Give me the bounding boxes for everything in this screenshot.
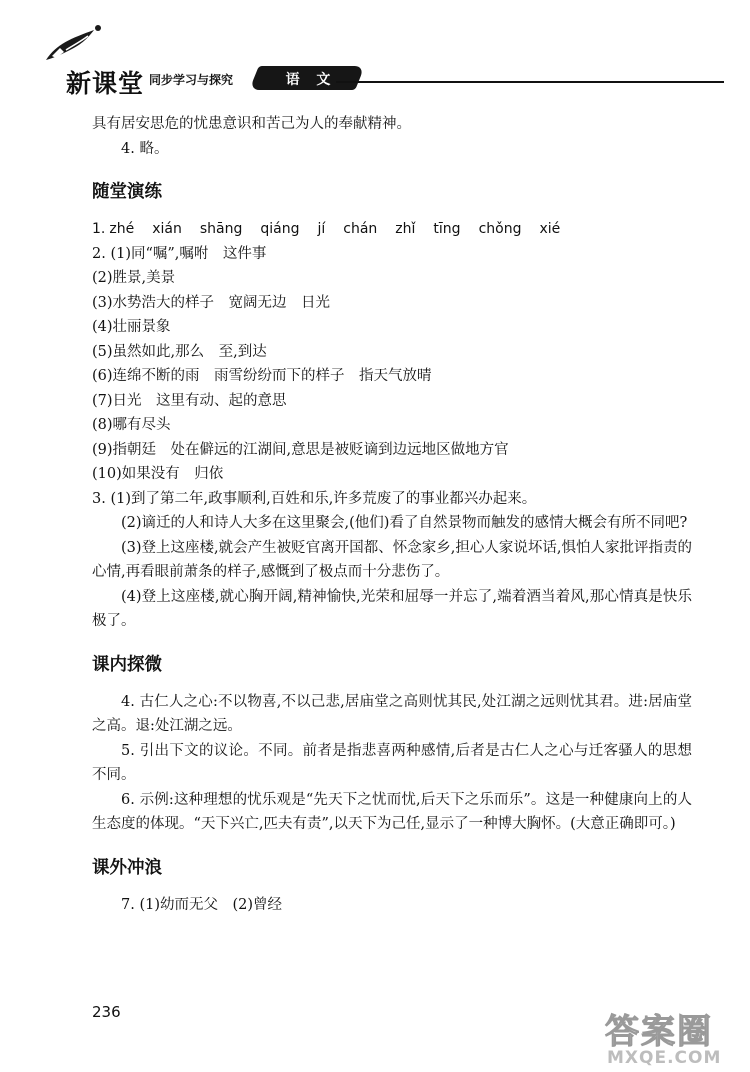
pinyin-item: chán	[343, 221, 378, 237]
series-subtitle: 同步学习与探究	[149, 73, 234, 87]
answer-paragraph: 4. 古仁人之心:不以物喜,不以己悲,居庙堂之高则忧其民,处江湖之远则忧其君。进:居庙堂之高。退:处江湖之远。	[92, 693, 692, 734]
answer-line: 2. (1)同“嘱”,嘱咐 这件事	[92, 245, 267, 262]
subject-label: 语 文	[285, 72, 337, 88]
answer-paragraph: 6. 示例:这种理想的忧乐观是“先天下之忧而忧,后天下之乐而乐”。这是一种健康向上的人生态度的体现。“天下兴亡,匹夫有责”,以天下为己任,显示了一种博大胸怀。(大意正确即可。)	[92, 791, 692, 832]
answer-line: (4)壮丽景象	[92, 319, 171, 335]
answer-content	[92, 112, 692, 917]
pinyin-item: xié	[539, 221, 561, 237]
answer-paragraph: (2)谪迁的人和诗人大多在这里聚会,(他们)看了自然景物而触发的感情大概会有所不同吧?	[121, 515, 688, 531]
pinyin-item: tīng	[433, 221, 461, 237]
pinyin-item: zhǐ	[395, 221, 416, 237]
answer-line: (2)胜景,美景	[92, 270, 176, 286]
watermark	[605, 1004, 745, 1070]
answer-line: (5)虽然如此,那么 至,到达	[92, 343, 267, 360]
intro-line: 4. 略。	[121, 140, 169, 157]
answer-paragraph: 5. 引出下文的议论。不同。前者是指悲喜两种感情,后者是古仁人之心与迁客骚人的思想不同。	[92, 742, 692, 783]
section-title-extra: 课外冲浪	[92, 857, 162, 878]
brand-title: 新课堂	[66, 69, 145, 98]
answer-line: (3)水势浩大的样子 宽阔无边 日光	[92, 294, 331, 311]
answer-line: 7. (1)幼而无父 (2)曾经	[121, 896, 283, 913]
pinyin-item: qiáng	[260, 221, 300, 237]
watermark-url: MXQE.COM	[607, 1048, 722, 1068]
header-rule	[336, 81, 724, 83]
section-title-explore: 课内探微	[92, 654, 162, 675]
intro-line: 具有居安思危的忧患意识和苦己为人的奉献精神。	[92, 116, 411, 132]
answer-line: (7)日光 这里有动、起的意思	[92, 392, 287, 409]
answer-paragraph: (4)登上这座楼,就心胸开阔,精神愉快,光荣和屈辱一并忘了,端着酒当着风,那心情真是快乐极了。	[92, 588, 692, 629]
answer-line: (6)连绵不断的雨 雨雪纷纷而下的样子 指天气放晴	[92, 368, 432, 384]
section-title-practice: 随堂演练	[92, 182, 162, 202]
pinyin-item: shāng	[199, 221, 243, 237]
pinyin-item: chǒng	[478, 221, 522, 237]
pinyin-item: jí	[317, 221, 326, 237]
pinyin-item: zhé	[109, 221, 135, 237]
answer-line: (8)哪有尽头	[92, 417, 171, 433]
answer-paragraph: (3)登上这座楼,就会产生被贬官离开国都、怀念家乡,担心人家说坏话,惧怕人家批评指责的心情,再看眼前萧条的样子,感慨到了极点而十分悲伤了。	[92, 539, 692, 580]
page-header	[36, 20, 726, 98]
answer-line: (9)指朝廷 处在僻远的江湖间,意思是被贬谪到边远地区做地方官	[92, 441, 509, 458]
watermark-logo-text: 答案圈	[605, 1012, 713, 1052]
pinyin-label: 1.	[92, 221, 106, 237]
pinyin-item: xián	[152, 221, 182, 237]
answer-line: (10)如果没有 归依	[92, 466, 224, 482]
answer-line: 3. (1)到了第二年,政事顺利,百姓和乐,许多荒废了的事业都兴办起来。	[92, 490, 537, 507]
page-number: 236	[92, 1003, 121, 1021]
pinyin-row	[92, 217, 692, 242]
